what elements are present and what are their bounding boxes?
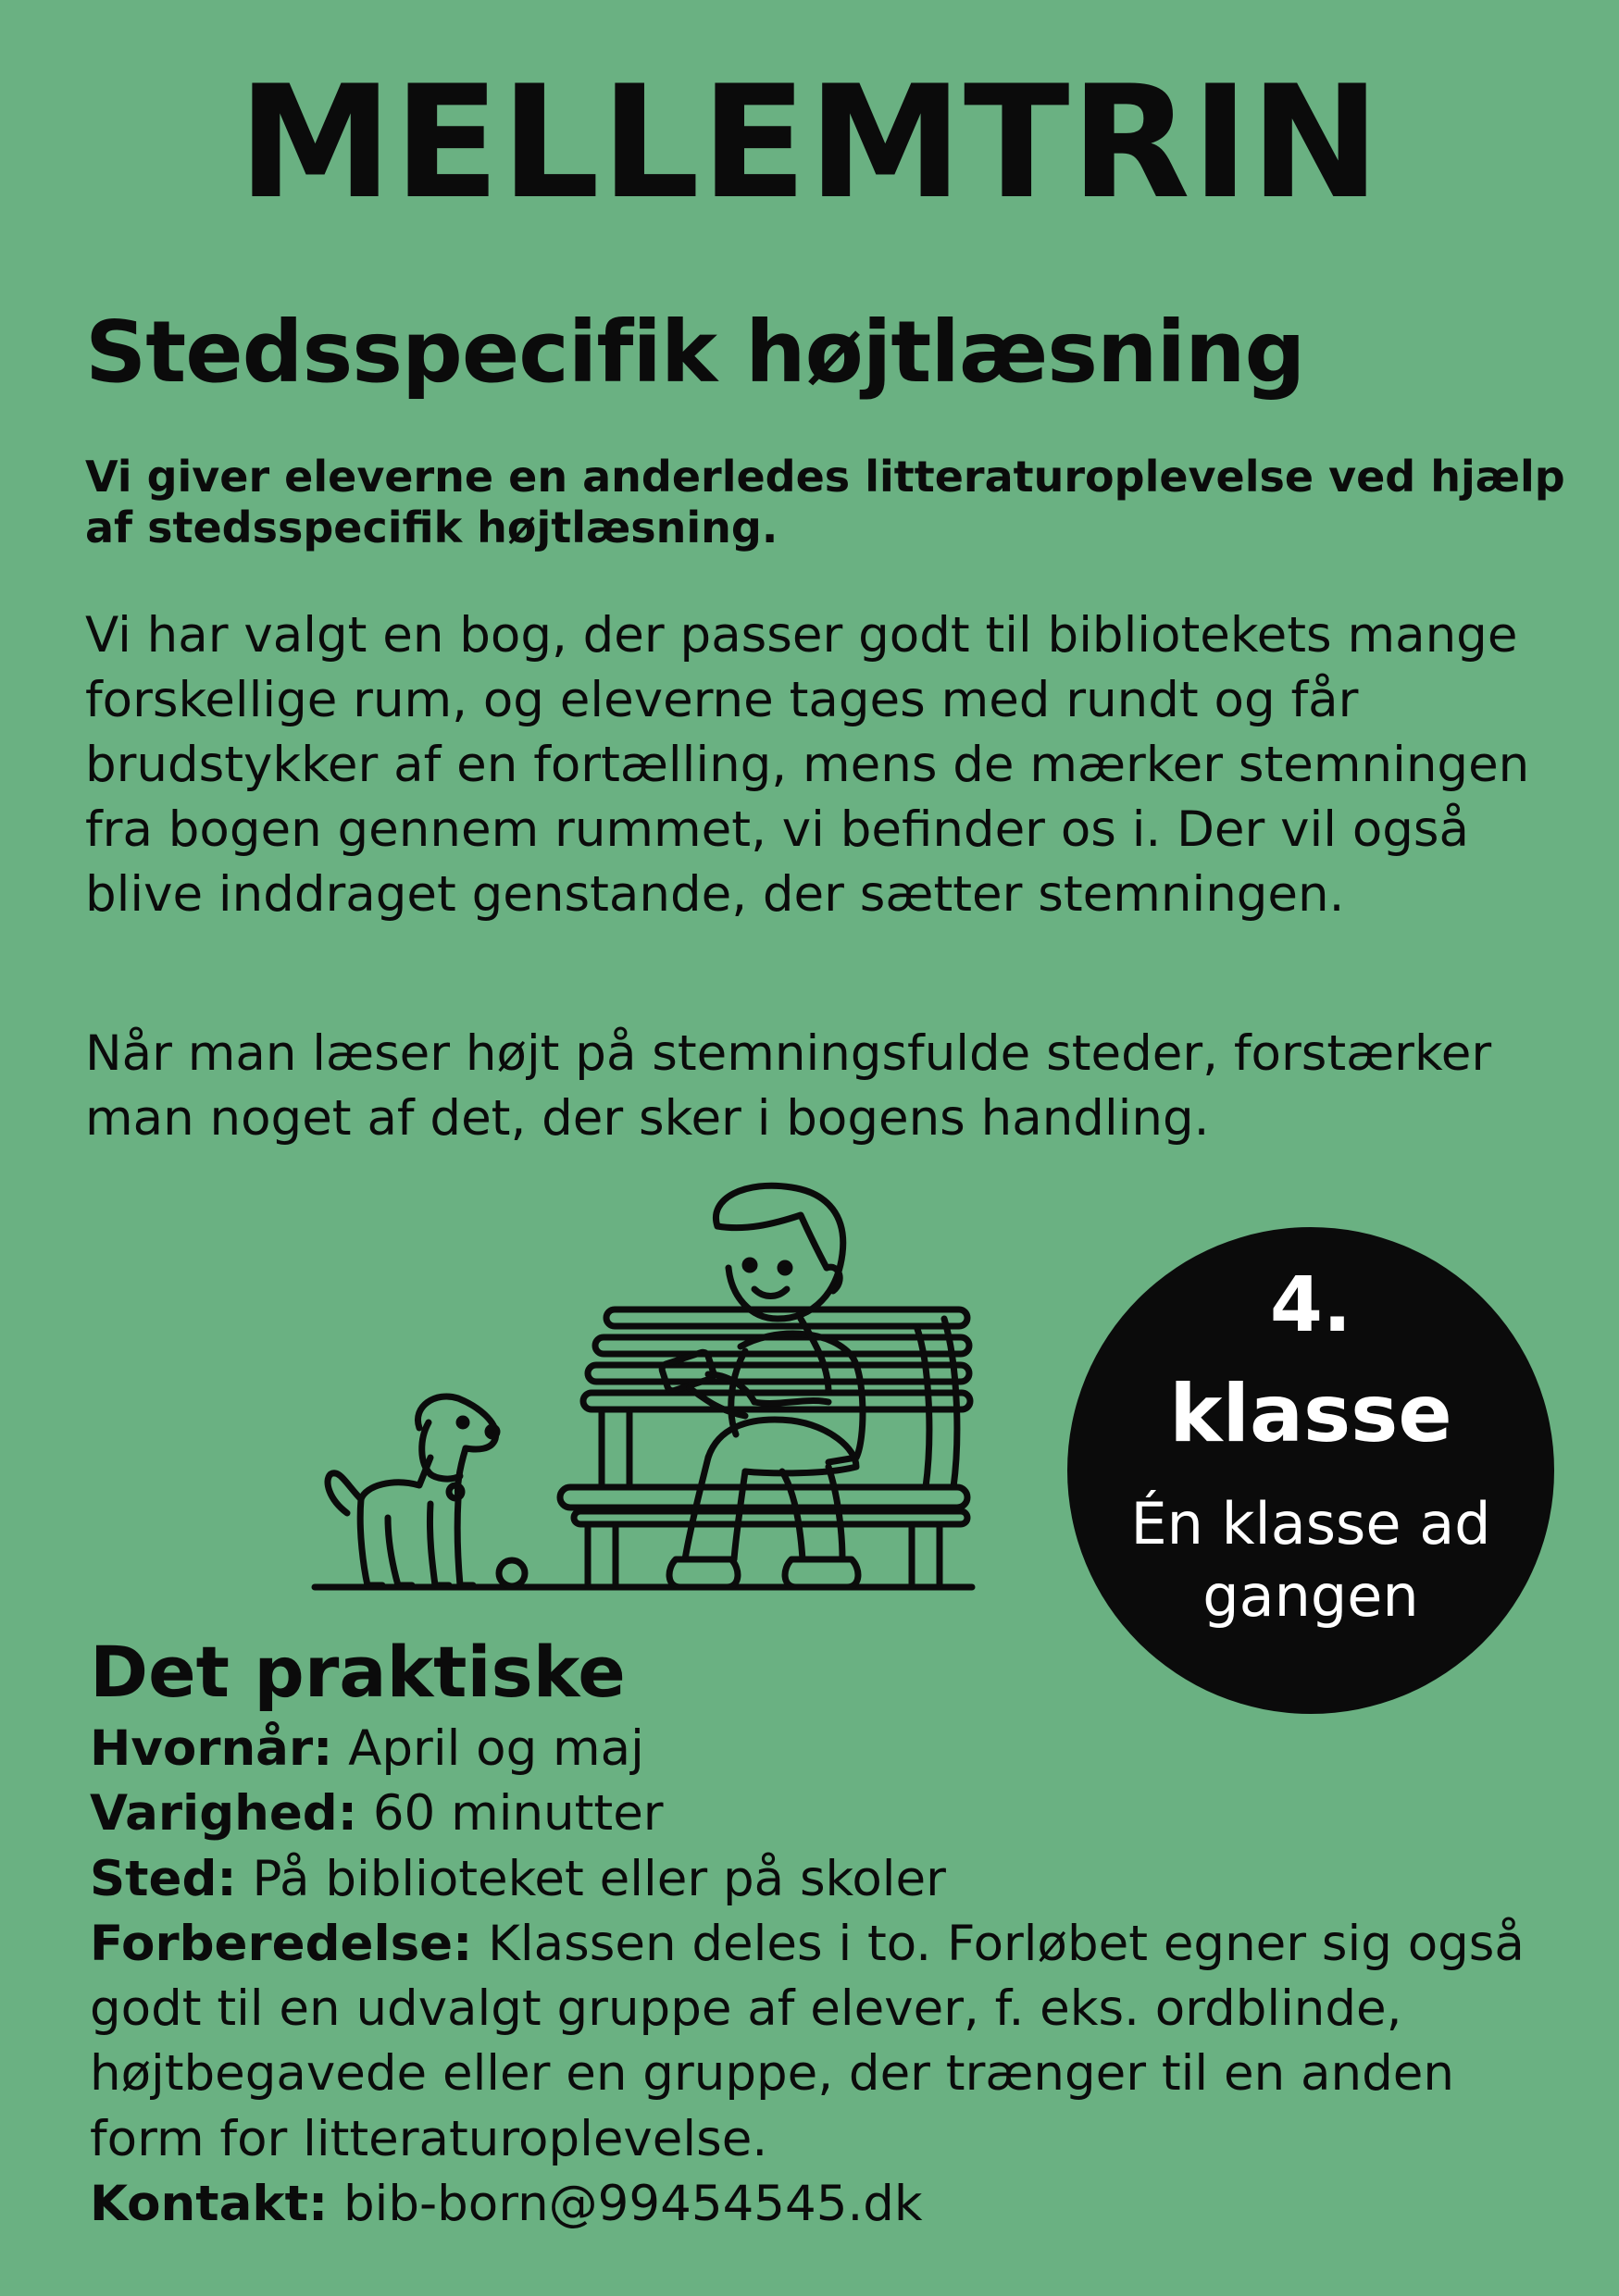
practical-value-when: April og maj [348, 1720, 644, 1777]
practical-label-preparation: Forberedelse: [90, 1915, 473, 1972]
practical-label-when: Hvornår: [90, 1720, 333, 1777]
practical-row-contact [90, 2172, 1571, 2237]
boy-reading-on-bench-with-dog-icon [310, 1180, 977, 1606]
practical-value-place: På biblioteket eller på skoler [252, 1850, 946, 1907]
contact-email: bib-born@99454545.dk [343, 2175, 923, 2232]
intro-paragraph-2: Når man læser højt på stemningsfulde steder, forstærker man noget af det, der sker i bogens handling. [85, 1025, 1492, 1147]
grade-label: klasse [1169, 1368, 1452, 1460]
page-subtitle: Stedsspecifik højtlæsning [85, 303, 1305, 402]
practical-label-place: Sted: [90, 1850, 237, 1907]
practical-label-contact: Kontakt: [90, 2175, 329, 2232]
intro-lead: Vi giver eleverne en anderledes litteraturoplevelse ved hjælp af stedsspecifik højtlæsning. [85, 452, 1565, 552]
intro-paragraph-1: Vi har valgt en bog, der passer godt til bibliotekets mange forskellige rum, og eleverne tages med rundt og får brudstykker af en fortælling, mens de mærker stemningen fra bogen gennem rummet, vi befinder os i. Der vil også blive inddraget genstande, der sætter stemningen. [85, 607, 1530, 923]
practical-row-duration [90, 1781, 1571, 1846]
grade-badge [1067, 1227, 1554, 1714]
practical-row-preparation [90, 1912, 1571, 2172]
practical-value-preparation: Klassen deles i to. Forløbet egner sig også godt til en udvalgt gruppe af elever, f. eks. ordblinde, højtbegavede eller en gruppe, der trænger til en anden form for litteraturoplevelse. [90, 1915, 1525, 2167]
practical-row-place [90, 1847, 1571, 1912]
practical-value-duration: 60 minutter [372, 1785, 664, 1843]
practical-label-duration: Varighed: [90, 1785, 357, 1843]
page-title: MELLEMTRIN [237, 52, 1382, 233]
practical-info-list [90, 1717, 1571, 2237]
practical-row-when [90, 1717, 1571, 1781]
grade-number: 4. [1269, 1261, 1352, 1349]
practical-title: Det praktiske [90, 1631, 626, 1713]
grade-note: Én klasse ad gangen [1130, 1490, 1491, 1630]
